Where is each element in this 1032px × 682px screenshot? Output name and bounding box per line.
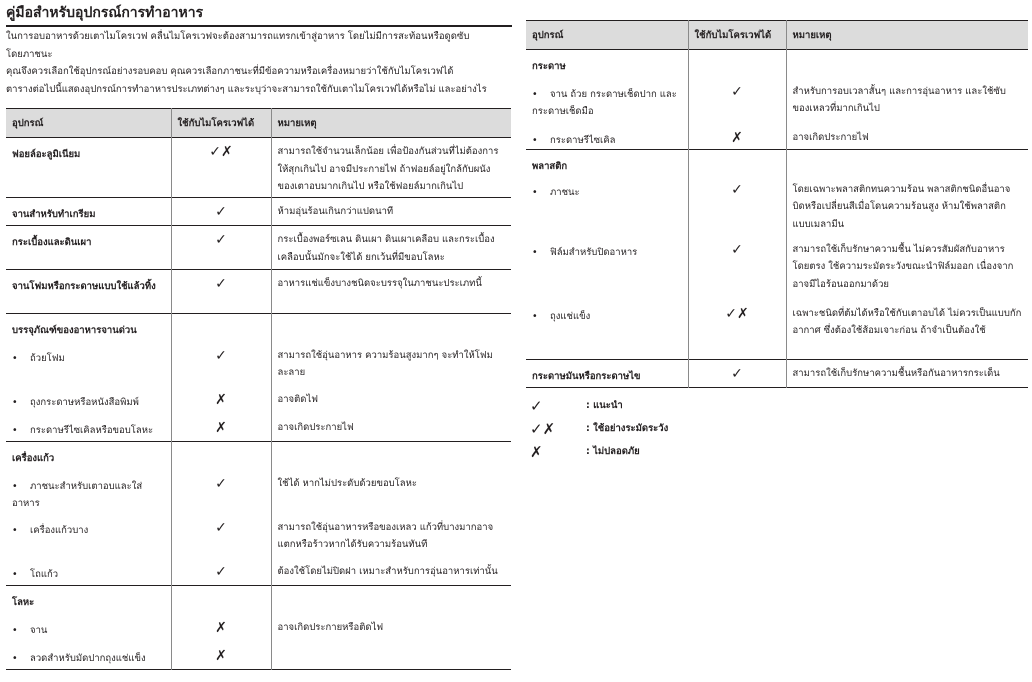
- bullet-icon: •: [12, 424, 18, 436]
- bullet-icon: •: [12, 624, 18, 636]
- cross-icon: ✗: [215, 619, 227, 636]
- item-label: ถ้วยโฟม: [30, 352, 65, 364]
- safe-cell: [171, 386, 271, 414]
- table-row: [6, 342, 511, 386]
- item-cell: [526, 176, 688, 236]
- note-cell: [271, 342, 511, 386]
- table-row: [526, 236, 1028, 300]
- intro-line: โดยภาชนะ: [6, 48, 53, 60]
- cross-icon: ✗: [215, 647, 227, 664]
- note-cell: [271, 270, 511, 314]
- note-cell: [271, 314, 511, 342]
- table-row: [6, 226, 511, 270]
- note-text: สามารถใช้อุ่นอาหารหรือของเหลว แก้วที่บางมากอาจแตกหรือร้าวหากได้รับความร้อนทันที: [277, 521, 494, 550]
- caution-icon: ✓✗: [209, 144, 233, 160]
- header-note: หมายเหตุ: [786, 21, 1028, 50]
- table-row: [6, 198, 511, 226]
- safe-cell: [171, 226, 271, 270]
- note-cell: [786, 78, 1028, 124]
- table-row: [6, 270, 511, 314]
- note-cell: [786, 360, 1028, 388]
- item-cell: [6, 414, 171, 442]
- item-label: ภาชนะสำหรับเตาอบและใส่อาหาร: [12, 480, 143, 509]
- bullet-icon: •: [12, 396, 18, 408]
- note-cell: [786, 124, 1028, 150]
- page-title: คู่มือสำหรับอุปกรณ์การทำอาหาร: [6, 2, 512, 27]
- note-text: สามารถใช้อุ่นอาหาร ความร้อนสูงมากๆ จะทำให้โฟมละลาย: [277, 349, 493, 378]
- check-icon: ✓: [731, 366, 743, 382]
- cross-icon: ✗: [731, 129, 743, 146]
- item-label: กระดาษรีไซเคิลหรือขอบโลหะ: [30, 424, 154, 436]
- safe-cell: [171, 314, 271, 342]
- table-row: [6, 614, 511, 642]
- table-row: [526, 360, 1028, 388]
- note-text: สามารถใช้เก็บรักษาความชื้น ไม่ควรสัมผัสกับอาหารโดยตรง ใช้ความระมัดระวังขณะนำฟิล์มออก เนื่องจากอาจมีไอร้อนออกมาด้วย: [792, 243, 1014, 290]
- safe-cell: [171, 414, 271, 442]
- intro-text: [6, 28, 514, 98]
- safe-cell: [688, 176, 786, 236]
- table-group-row: [526, 150, 1028, 176]
- note-cell: [786, 50, 1028, 78]
- note-text: ต้องใช้โดยไม่ปิดฝา เหมาะสำหรับการอุ่นอาหารเท่านั้น: [277, 565, 498, 577]
- check-icon: ✓: [731, 181, 743, 198]
- note-text: โดยเฉพาะพลาสติกทนความร้อน พลาสติกชนิดอื่นอาจบิดหรือเปลี่ยนสีเมื่อโดนความร้อนสูง ห้ามใช้พลาสติกแบบเมลามีน: [792, 183, 1011, 230]
- legend-text: : ไม่ปลอดภัย: [586, 446, 640, 457]
- note-cell: [271, 386, 511, 414]
- header-safe: ใช้กับไมโครเวฟได้: [688, 21, 786, 50]
- note-text: อาหารแช่แข็งบางชนิดจะบรรจุในภาชนะประเภทนี้: [277, 278, 482, 289]
- header-item: อุปกรณ์: [526, 21, 688, 50]
- note-cell: [786, 176, 1028, 236]
- bullet-icon: •: [532, 186, 538, 198]
- note-text: อาจเกิดประกายไฟ: [277, 421, 354, 433]
- item-cell: [526, 78, 688, 124]
- note-text: สำหรับการอบเวลาสั้นๆ และการอุ่นอาหาร และใช้ซับของเหลวที่มากเกินไป: [792, 85, 1006, 114]
- check-icon: ✓: [215, 563, 227, 580]
- note-cell: [271, 226, 511, 270]
- item-cell: [6, 270, 171, 314]
- legend-text: : แนะนำ: [586, 400, 623, 411]
- item-cell: [526, 360, 688, 388]
- table-row: [526, 78, 1028, 124]
- item-label: กระเบื้องและดินเผา: [12, 237, 92, 248]
- item-label: เครื่องแก้วบาง: [30, 524, 89, 536]
- item-label: จาน: [30, 624, 48, 636]
- cross-icon: ✗: [530, 442, 543, 461]
- safe-cell: [688, 150, 786, 176]
- bullet-icon: •: [532, 88, 538, 100]
- item-cell: [6, 470, 171, 514]
- safe-cell: [688, 360, 786, 388]
- table-group-row: [6, 442, 511, 470]
- table-row: [6, 138, 511, 198]
- note-text: อาจเกิดประกายหรือติดไฟ: [277, 621, 384, 633]
- bullet-icon: •: [12, 352, 18, 364]
- safe-cell: [688, 124, 786, 150]
- note-cell: [271, 558, 511, 586]
- check-icon: ✓: [530, 396, 543, 415]
- item-cell: [526, 300, 688, 360]
- intro-line: ในการอบอาหารด้วยเตาไมโครเวฟ คลื่นไมโครเวฟจะต้องสามารถแทรกเข้าสู่อาหาร โดยไม่มีการสะท้อนหรือดูดซับ: [6, 31, 470, 42]
- note-cell: [271, 138, 511, 198]
- cross-icon: ✗: [215, 391, 227, 408]
- bullet-icon: •: [12, 652, 18, 664]
- item-label: จานสำหรับทำเกรียม: [12, 209, 96, 220]
- intro-line: ตารางต่อไปนี้แสดงอุปกรณ์การทำอาหารประเภทต่างๆ และระบุว่าจะสามารถใช้กับเตาไมโครเวฟได้หรือไม่ และอย่างไร: [6, 83, 487, 95]
- note-cell: [271, 642, 511, 670]
- caution-icon: ✓✗: [530, 419, 556, 438]
- note-cell: [271, 198, 511, 226]
- item-label: กระดาษรีไซเคิล: [550, 134, 616, 146]
- table-row: [526, 300, 1028, 360]
- note-cell: [271, 514, 511, 558]
- table-group-row: [526, 50, 1028, 78]
- table-row: [6, 414, 511, 442]
- note-text: กระเบื้องพอร์ซเลน ดินเผา ดินเผาเคลือบ และกระเบื้องเคลือบนั้นมักจะใช้ได้ ยกเว้นที่มีขอบโลหะ: [277, 234, 495, 263]
- item-label: กระดาษมันหรือกระดาษไข: [532, 371, 641, 382]
- item-cell: [526, 124, 688, 150]
- table-group-row: [6, 586, 511, 614]
- bullet-icon: •: [532, 310, 538, 322]
- safe-cell: [171, 198, 271, 226]
- item-cell: [6, 514, 171, 558]
- table-row: [6, 470, 511, 514]
- bullet-icon: •: [12, 568, 18, 580]
- item-cell: [6, 586, 171, 614]
- caution-icon: ✓✗: [725, 305, 749, 322]
- note-cell: [786, 236, 1028, 300]
- cookware-table-right: [526, 20, 1028, 388]
- table-row: [6, 642, 511, 670]
- note-text: เฉพาะชนิดที่ต้มได้หรือใช้กับเตาอบได้ ไม่ควรเป็นแบบกักอากาศ ซึ่งต้องใช้ส้อมเจาะก่อน ถ้าจำเป็นต้องใช้: [792, 307, 1022, 336]
- item-cell: [6, 558, 171, 586]
- cookware-table-left: [6, 108, 511, 670]
- item-label: โถแก้ว: [30, 568, 59, 580]
- bullet-icon: •: [532, 246, 538, 258]
- item-label: จาน ถ้วย กระดาษเช็ดปาก และกระดาษเช็ดมือ: [532, 88, 677, 117]
- safe-cell: [171, 514, 271, 558]
- note-cell: [786, 300, 1028, 360]
- item-label: ถุงแช่แข็ง: [550, 310, 591, 322]
- item-label: ฟอยล์อะลูมิเนียม: [12, 149, 81, 160]
- item-label: กระดาษ: [532, 61, 566, 72]
- check-icon: ✓: [215, 347, 227, 364]
- safe-cell: [171, 138, 271, 198]
- legend-row: [530, 440, 668, 463]
- item-cell: [6, 138, 171, 198]
- item-label: ลวดสำหรับมัดปากถุงแช่แข็ง: [30, 652, 146, 664]
- item-cell: [6, 442, 171, 470]
- header-item: อุปกรณ์: [6, 109, 171, 138]
- safe-cell: [688, 50, 786, 78]
- safe-cell: [688, 236, 786, 300]
- header-safe: ใช้กับไมโครเวฟได้: [171, 109, 271, 138]
- safe-cell: [171, 614, 271, 642]
- note-text: สามารถใช้เก็บรักษาความชื้นหรือกันอาหารกระเด็น: [792, 368, 1000, 379]
- note-cell: [271, 414, 511, 442]
- bullet-icon: •: [12, 480, 18, 492]
- item-cell: [6, 342, 171, 386]
- cross-icon: ✗: [215, 419, 227, 436]
- legend-text: : ใช้อย่างระมัดระวัง: [586, 423, 669, 434]
- note-cell: [786, 150, 1028, 176]
- safe-cell: [688, 300, 786, 360]
- check-icon: ✓: [215, 519, 227, 536]
- item-cell: [6, 614, 171, 642]
- table-header-row: [6, 109, 511, 138]
- legend-row: [530, 394, 668, 417]
- item-cell: [526, 150, 688, 176]
- safe-cell: [171, 558, 271, 586]
- note-cell: [271, 470, 511, 514]
- note-text: อาจเกิดประกายไฟ: [792, 131, 869, 143]
- note-text: สามารถใช้จำนวนเล็กน้อย เพื่อป้องกันส่วนที่ไม่ต้องการให้สุกเกินไป อาจมีประกายไฟ ถ้าฟอยล์อยู่ใกล้กับผนังของเตาอบมากเกินไป หรือใช้ฟอยล์มากเกินไป: [277, 146, 499, 192]
- check-icon: ✓: [215, 204, 227, 220]
- note-cell: [271, 614, 511, 642]
- table-group-row: [6, 314, 511, 342]
- item-label: จานโฟมหรือกระดาษแบบใช้แล้วทิ้ง: [12, 281, 156, 292]
- item-label: โลหะ: [12, 597, 35, 608]
- safe-cell: [171, 342, 271, 386]
- item-cell: [6, 386, 171, 414]
- safe-cell: [171, 442, 271, 470]
- item-cell: [526, 236, 688, 300]
- note-text: ใช้ได้ หากไม่ประดับด้วยขอบโลหะ: [277, 477, 417, 489]
- safe-cell: [171, 470, 271, 514]
- item-cell: [6, 642, 171, 670]
- header-note: หมายเหตุ: [271, 109, 511, 138]
- note-text: อาจติดไฟ: [277, 393, 318, 405]
- note-cell: [271, 586, 511, 614]
- table-row: [6, 558, 511, 586]
- table-row: [6, 514, 511, 558]
- item-label: ภาชนะ: [550, 186, 580, 198]
- intro-line: คุณจึงควรเลือกใช้อุปกรณ์อย่างรอบคอบ คุณควรเลือกภาชนะที่มีข้อความหรือเครื่องหมายว่าใช้กับไมโครเวฟได้: [6, 66, 454, 77]
- item-label: บรรจุภัณฑ์ของอาหารจานด่วน: [12, 325, 137, 336]
- legend: [530, 394, 668, 463]
- bullet-icon: •: [12, 524, 18, 536]
- item-label: ฟิล์มสำหรับปิดอาหาร: [550, 246, 638, 258]
- check-icon: ✓: [215, 475, 227, 492]
- bullet-icon: •: [532, 134, 538, 146]
- note-text: ห้ามอุ่นร้อนเกินกว่าแปดนาที: [277, 206, 394, 217]
- item-label: เครื่องแก้ว: [12, 453, 55, 464]
- item-cell: [6, 198, 171, 226]
- table-row: [526, 176, 1028, 236]
- item-cell: [6, 314, 171, 342]
- check-icon: ✓: [731, 241, 743, 258]
- item-label: ถุงกระดาษหรือหนังสือพิมพ์: [30, 396, 139, 408]
- safe-cell: [171, 642, 271, 670]
- item-label: พลาสติก: [532, 161, 568, 172]
- item-cell: [526, 50, 688, 78]
- safe-cell: [171, 586, 271, 614]
- table-row: [526, 124, 1028, 150]
- item-cell: [6, 226, 171, 270]
- safe-cell: [688, 78, 786, 124]
- check-icon: ✓: [215, 232, 227, 248]
- safe-cell: [171, 270, 271, 314]
- check-icon: ✓: [731, 83, 743, 100]
- check-icon: ✓: [215, 276, 227, 292]
- legend-row: [530, 417, 668, 440]
- table-row: [6, 386, 511, 414]
- note-cell: [271, 442, 511, 470]
- table-header-row: [526, 21, 1028, 50]
